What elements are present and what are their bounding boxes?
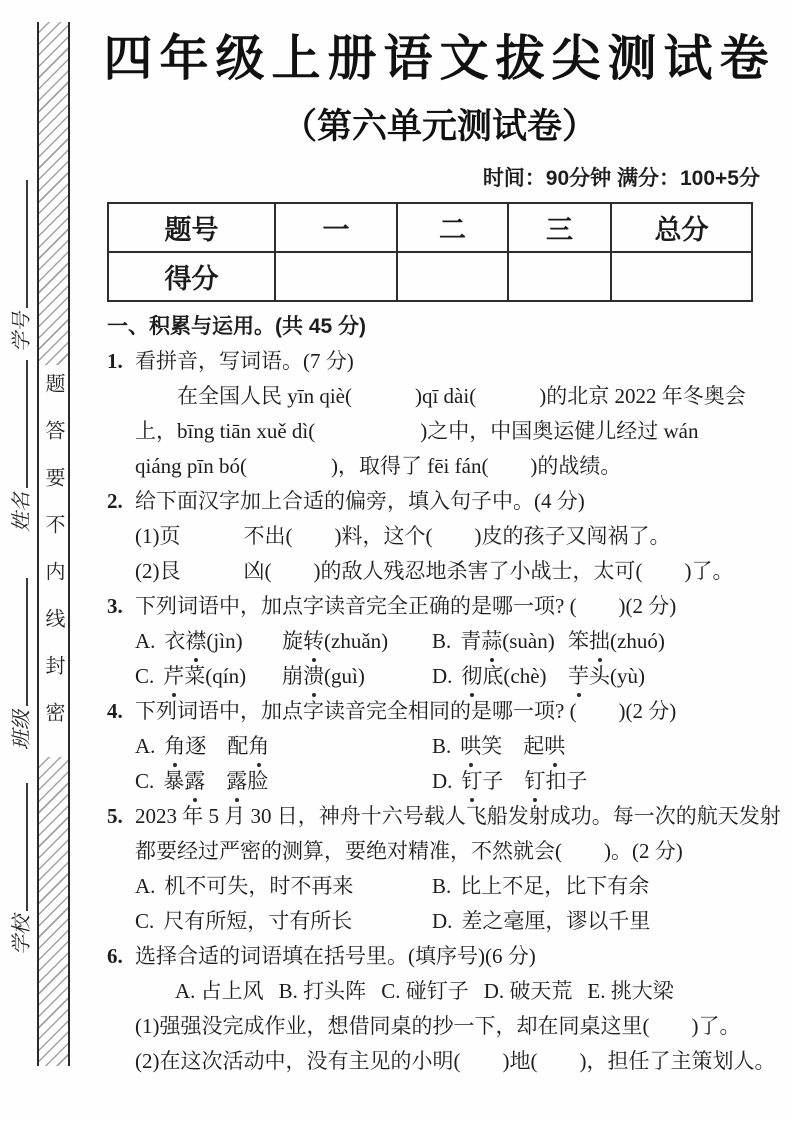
side-label-name xyxy=(6,360,34,532)
question-3-options-row-2 xyxy=(107,659,783,694)
option-a-label: A. xyxy=(135,734,156,758)
score-cell-part2 xyxy=(397,252,508,301)
word-bank-item-e: E. 挑大梁 xyxy=(587,979,674,1003)
option-c-label: C. xyxy=(135,909,155,933)
school-blank-line xyxy=(6,783,28,911)
question-5-options-row-2 xyxy=(107,904,783,939)
question-6-sub-1: (1)强强没完成作业，想借同桌的抄一下，却在同桌这里( )了。 xyxy=(135,1014,741,1038)
question-4-text: 下列词语中，加点字读音完全相同的是哪一项? ( )(2 分) xyxy=(135,699,677,723)
question-5-line-1: 2023 年 5 月 30 日，神舟十六号载人飞船发射成功。每一次的航天发射 xyxy=(135,804,781,828)
question-6-sub-2: (2)在这次活动中，没有主见的小明( )地( )，担任了主策划人。 xyxy=(135,1049,776,1073)
question-4-options-row-2 xyxy=(107,764,783,799)
seal-line-strip xyxy=(37,22,70,1066)
question-2-sub-1: (1)页 不出( )料，这个( )皮的孩子又闯祸了。 xyxy=(135,524,671,548)
score-row-label: 得分 xyxy=(108,252,275,301)
score-header-question: 题号 xyxy=(108,203,275,252)
seal-line-text-zone xyxy=(39,365,68,757)
option-c-word: 芹菜(qín) xyxy=(163,664,246,688)
word-bank-item-b: B. 打头阵 xyxy=(278,979,367,1003)
option-c xyxy=(135,659,282,694)
question-4-options-row-1 xyxy=(107,729,783,764)
questions-content xyxy=(107,309,783,1079)
option-d-label: D. xyxy=(432,909,453,933)
score-cell-part1 xyxy=(275,252,397,301)
seal-line-text: 题答要不内线封密 xyxy=(42,373,64,749)
word-bank-item-d: D. 破天荒 xyxy=(483,979,573,1003)
score-header-part3: 三 xyxy=(508,203,611,252)
question-5-line-2: 都要经过严密的测算，要绝对精准，不然就会( )。(2 分) xyxy=(135,839,683,863)
section-heading: 一、积累与运用。(共 45 分) xyxy=(107,315,367,338)
score-header-part2: 二 xyxy=(397,203,508,252)
question-3-text: 下列词语中，加点字读音完全正确的是哪一项? ( )(2 分) xyxy=(135,594,677,618)
side-label-school xyxy=(6,783,34,955)
option-c-text: 尺有所短，寸有所长 xyxy=(163,909,353,933)
option-c-label: C. xyxy=(135,769,155,793)
option-d xyxy=(432,659,568,694)
student-id-blank-line xyxy=(6,180,28,308)
question-3 xyxy=(107,589,783,624)
name-label: 姓名 xyxy=(11,492,33,532)
word-bank-item-a: A. 占上风 xyxy=(175,979,264,1003)
question-1-number: 1. xyxy=(107,349,123,373)
option-c-word-2: 崩溃(guì) xyxy=(282,659,432,694)
score-cell-total xyxy=(611,252,752,301)
option-d-label: D. xyxy=(432,769,453,793)
option-d-word-2: 芋头(yù) xyxy=(568,659,645,694)
class-label: 班级 xyxy=(11,710,33,750)
score-table-header-row xyxy=(108,203,752,252)
option-b-label: B. xyxy=(432,734,452,758)
option-d-label: D. xyxy=(432,664,453,688)
option-a-words: 角逐 配角 xyxy=(164,734,269,758)
question-6-word-bank xyxy=(107,974,783,1009)
option-b xyxy=(432,729,565,764)
side-label-student-id xyxy=(6,180,34,352)
exam-meta: 时间：90分钟 满分：100+5分 xyxy=(482,167,760,190)
option-b-word-2: 笨拙(zhuó) xyxy=(568,624,665,659)
option-d-word: 彻底(chè) xyxy=(461,664,546,688)
word-bank-item-c: C. 碰钉子 xyxy=(381,979,469,1003)
option-a xyxy=(135,624,282,659)
option-b-words: 哄笑 起哄 xyxy=(460,734,565,758)
question-2-text: 给下面汉字加上合适的偏旁，填入句子中。(4 分) xyxy=(135,489,585,513)
question-1-text: 看拼音，写词语。(7 分) xyxy=(135,349,354,373)
name-blank-line xyxy=(6,360,28,488)
question-1-line-1: 在全国人民 yīn qiè( )qī dài( )的北京 2022 年冬奥会 xyxy=(177,384,746,408)
hatch-pattern-bottom xyxy=(39,757,68,1066)
question-5-number: 5. xyxy=(107,804,123,828)
question-6-text: 选择合适的词语填在括号里。(填序号)(6 分) xyxy=(135,944,536,968)
score-header-part1: 一 xyxy=(275,203,397,252)
option-b xyxy=(432,869,649,904)
option-b-label: B. xyxy=(432,874,452,898)
hatch-pattern-top xyxy=(39,22,68,365)
option-b-word: 青蒜(suàn) xyxy=(460,629,554,653)
question-3-options-row-1 xyxy=(107,624,783,659)
question-2-sub-2: (2)艮 凶( )的敌人残忍地杀害了小战士，太可( )了。 xyxy=(135,559,734,583)
question-6 xyxy=(107,939,783,974)
score-header-total: 总分 xyxy=(611,203,752,252)
main-column xyxy=(86,0,793,302)
score-table-score-row xyxy=(108,252,752,301)
question-5-text xyxy=(135,799,783,869)
option-a-label: A. xyxy=(135,874,156,898)
option-d-words: 钉子 钉扣子 xyxy=(461,769,587,793)
option-a-word: 衣襟(jìn) xyxy=(164,629,242,653)
option-b xyxy=(432,624,568,659)
option-a-word-2: 旋转(zhuǎn) xyxy=(282,624,432,659)
option-a xyxy=(135,869,432,904)
question-2 xyxy=(107,484,783,519)
question-5 xyxy=(107,799,783,869)
option-b-label: B. xyxy=(432,629,452,653)
option-c xyxy=(135,904,432,939)
option-d xyxy=(432,764,587,799)
class-blank-line xyxy=(6,578,28,706)
question-1 xyxy=(107,344,783,379)
question-5-options-row-1 xyxy=(107,869,783,904)
option-a-label: A. xyxy=(135,629,156,653)
side-label-class xyxy=(6,578,34,750)
page-subtitle: （第六单元测试卷） xyxy=(281,107,597,146)
page-title: 四年级上册语文拔尖测试卷 xyxy=(103,32,776,86)
school-label: 学校 xyxy=(11,915,33,955)
score-table xyxy=(107,202,753,302)
option-c-label: C. xyxy=(135,664,155,688)
student-id-label: 学号 xyxy=(11,312,33,352)
score-cell-part3 xyxy=(508,252,611,301)
question-1-line-2: 上，bīng tiān xuě dì( )之中，中国奥运健儿经过 wán xyxy=(135,419,699,443)
option-c-words: 暴露 露脸 xyxy=(163,769,268,793)
option-d xyxy=(432,904,650,939)
option-d-text: 差之毫厘，谬以千里 xyxy=(461,909,651,933)
question-2-number: 2. xyxy=(107,489,123,513)
question-6-number: 6. xyxy=(107,944,123,968)
option-a-text: 机不可失，时不再来 xyxy=(164,874,354,898)
option-c xyxy=(135,764,432,799)
option-b-text: 比上不足，比下有余 xyxy=(460,874,650,898)
question-4-number: 4. xyxy=(107,699,123,723)
question-3-number: 3. xyxy=(107,594,123,618)
question-1-line-3: qiáng pīn bó( )，取得了 fēi fán( )的战绩。 xyxy=(135,454,622,478)
option-a xyxy=(135,729,432,764)
question-4 xyxy=(107,694,783,729)
